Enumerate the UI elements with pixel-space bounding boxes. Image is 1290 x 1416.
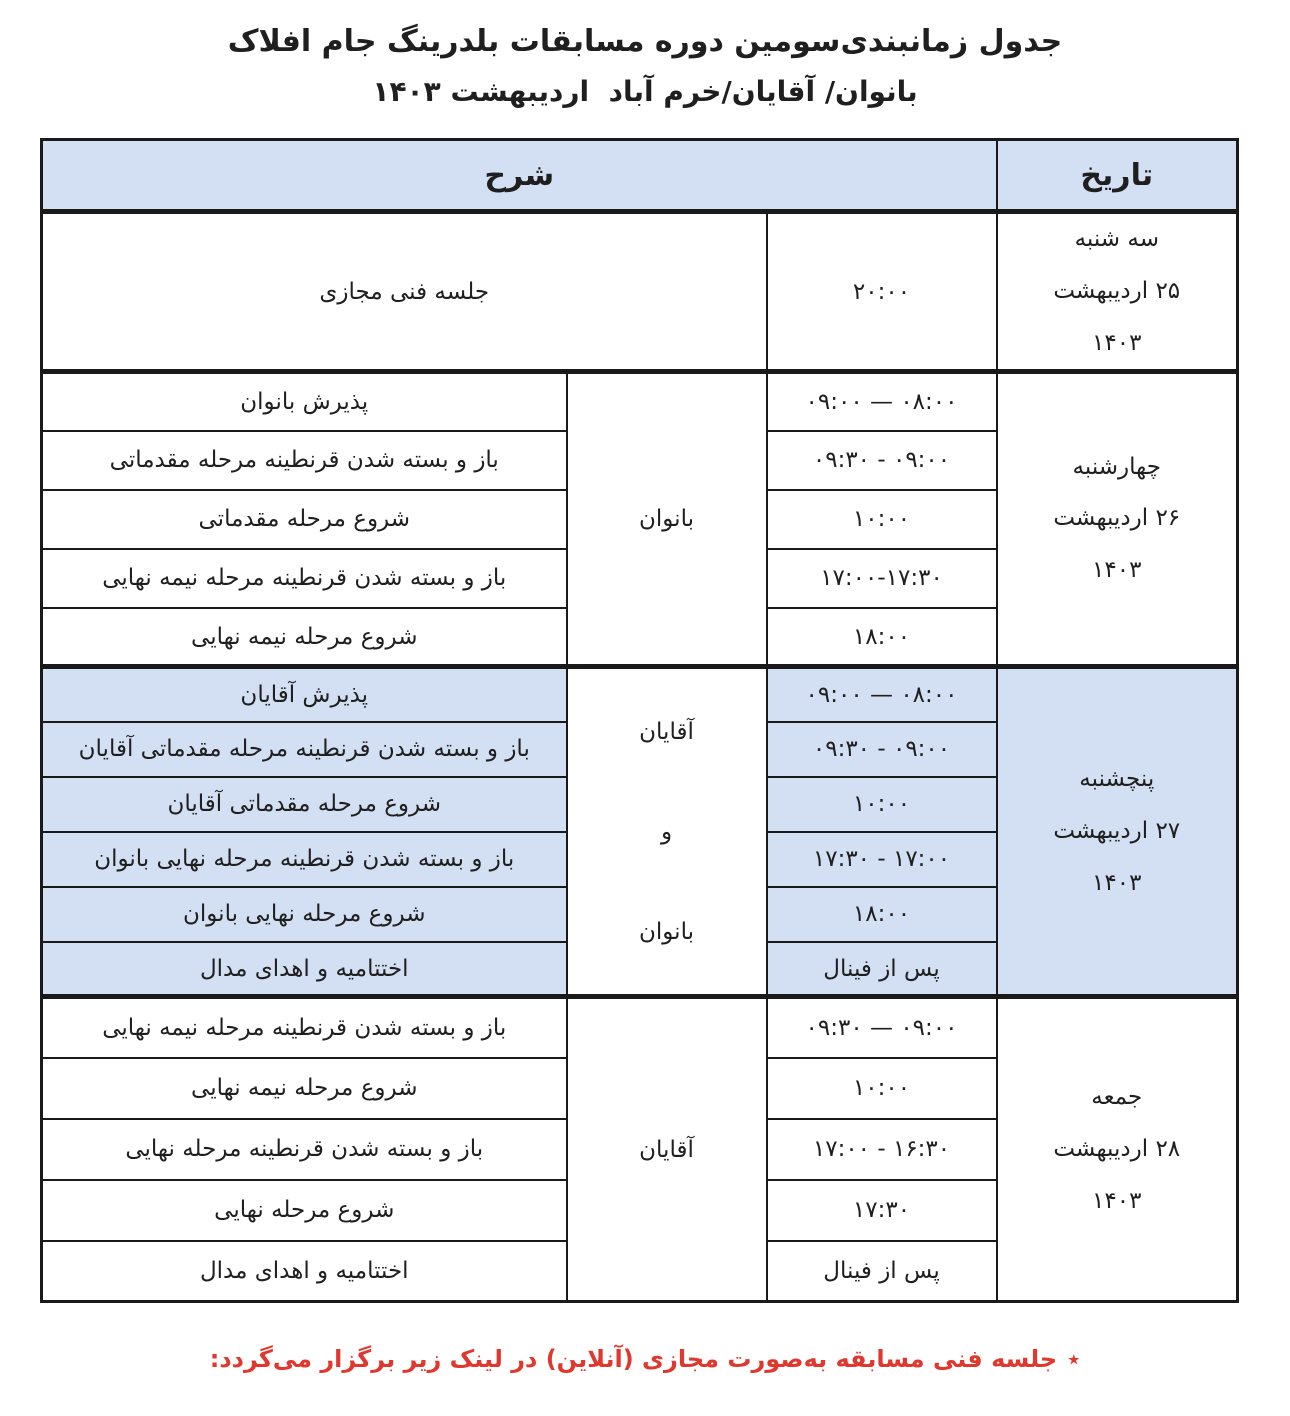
description-cell: پذیرش بانوان bbox=[42, 372, 567, 431]
table-row bbox=[42, 667, 1238, 722]
description-cell: جلسه فنی مجازی bbox=[42, 212, 767, 372]
group-label: و bbox=[660, 818, 673, 845]
time-cell: ۱۸:۰۰ bbox=[767, 887, 997, 942]
date-column-header: تاریخ bbox=[997, 140, 1238, 212]
date-weekday: چهارشنبه bbox=[1072, 453, 1161, 480]
header-row bbox=[42, 140, 1238, 212]
description-cell: شروع مرحله نیمه نهایی bbox=[42, 608, 567, 667]
group-cell bbox=[567, 372, 767, 667]
description-column-header: شرح bbox=[42, 140, 997, 212]
time-cell: ۰۸:۰۰ — ۰۹:۰۰ bbox=[767, 372, 997, 431]
time-cell: ۱۷:۳۰ bbox=[767, 1180, 997, 1241]
date-day-month: ۲۶ اردیبهشت bbox=[1053, 505, 1181, 532]
document-subtitle: بانوان/ آقایان/خرم آباد اردیبهشت ۱۴۰۳ bbox=[372, 75, 918, 108]
date-day-month: ۲۸ اردیبهشت bbox=[1053, 1135, 1181, 1162]
table-row bbox=[42, 372, 1238, 431]
time-cell: ۰۸:۰۰ — ۰۹:۰۰ bbox=[767, 667, 997, 722]
time-cell: ۲۰:۰۰ bbox=[767, 212, 997, 372]
group-label: آقایان bbox=[639, 718, 694, 745]
title-block bbox=[0, 0, 1290, 108]
schedule-table bbox=[40, 138, 1239, 1303]
table-row bbox=[42, 997, 1238, 1058]
time-cell: ۰۹:۰۰ — ۰۹:۳۰ bbox=[767, 997, 997, 1058]
date-weekday: پنچشنبه bbox=[1079, 766, 1155, 793]
time-cell: ۱۶:۳۰ - ۱۷:۰۰ bbox=[767, 1119, 997, 1180]
date-day-month: ۲۷ اردیبهشت bbox=[1053, 817, 1181, 844]
date-day-month: ۲۵ اردیبهشت bbox=[1053, 277, 1181, 304]
description-cell: باز و بسته شدن قرنطینه مرحله نیمه نهایی bbox=[42, 549, 567, 608]
time-cell: ۰۹:۰۰ - ۰۹:۳۰ bbox=[767, 431, 997, 490]
time-cell: پس از فینال bbox=[767, 1241, 997, 1302]
description-cell: شروع مرحله نیمه نهایی bbox=[42, 1058, 567, 1119]
group-label: بانوان bbox=[639, 918, 694, 945]
date-year: ۱۴۰۳ bbox=[1092, 869, 1142, 896]
date-weekday: سه شنبه bbox=[1074, 226, 1159, 252]
description-cell: شروع مرحله نهایی bbox=[42, 1180, 567, 1241]
description-cell: باز و بسته شدن قرنطینه مرحله مقدماتی آقایان bbox=[42, 722, 567, 777]
group-cell bbox=[567, 667, 767, 997]
date-year: ۱۴۰۳ bbox=[1092, 329, 1142, 356]
date-cell bbox=[997, 997, 1238, 1302]
description-cell: شروع مرحله نهایی بانوان bbox=[42, 887, 567, 942]
date-cell bbox=[997, 212, 1238, 372]
time-cell: پس از فینال bbox=[767, 942, 997, 997]
description-cell: باز و بسته شدن قرنطینه مرحله نهایی بانوان bbox=[42, 832, 567, 887]
description-cell: شروع مرحله مقدماتی bbox=[42, 490, 567, 549]
time-cell: ۱۷:۰۰ - ۱۷:۳۰ bbox=[767, 832, 997, 887]
footnote-text: جلسه فنی مسابقه به‌صورت مجازی (آنلاین) در لینک زیر برگزار می‌گردد: bbox=[209, 1345, 1058, 1374]
date-year: ۱۴۰۳ bbox=[1092, 557, 1142, 584]
time-cell: ۱۰:۰۰ bbox=[767, 490, 997, 549]
date-cell bbox=[997, 667, 1238, 997]
description-cell: باز و بسته شدن قرنطینه مرحله مقدماتی bbox=[42, 431, 567, 490]
group-label: بانوان bbox=[639, 506, 694, 533]
footnote-asterisk: ٭ bbox=[1067, 1345, 1081, 1374]
date-weekday: جمعه bbox=[1091, 1084, 1143, 1111]
time-cell: ۱۷:۰۰-۱۷:۳۰ bbox=[767, 549, 997, 608]
group-cell bbox=[567, 997, 767, 1302]
description-cell: اختتامیه و اهدای مدال bbox=[42, 942, 567, 997]
time-cell: ۱۸:۰۰ bbox=[767, 608, 997, 667]
time-cell: ۰۹:۰۰ - ۰۹:۳۰ bbox=[767, 722, 997, 777]
document-title: جدول زمانبندی‌سومین دوره مسابقات بلدرینگ جام افلاک bbox=[227, 24, 1063, 59]
description-cell: شروع مرحله مقدماتی آقایان bbox=[42, 777, 567, 832]
description-cell: باز و بسته شدن قرنطینه مرحله نیمه نهایی bbox=[42, 997, 567, 1058]
date-cell bbox=[997, 372, 1238, 667]
group-label: آقایان bbox=[639, 1136, 694, 1163]
table-row bbox=[42, 212, 1238, 372]
description-cell: اختتامیه و اهدای مدال bbox=[42, 1241, 567, 1302]
group-labels bbox=[574, 682, 760, 982]
footnote bbox=[0, 1345, 1290, 1373]
time-cell: ۱۰:۰۰ bbox=[767, 1058, 997, 1119]
description-cell: پذیرش آقایان bbox=[42, 667, 567, 722]
date-year: ۱۴۰۳ bbox=[1092, 1187, 1142, 1214]
time-cell: ۱۰:۰۰ bbox=[767, 777, 997, 832]
description-cell: باز و بسته شدن قرنطینه مرحله نهایی bbox=[42, 1119, 567, 1180]
